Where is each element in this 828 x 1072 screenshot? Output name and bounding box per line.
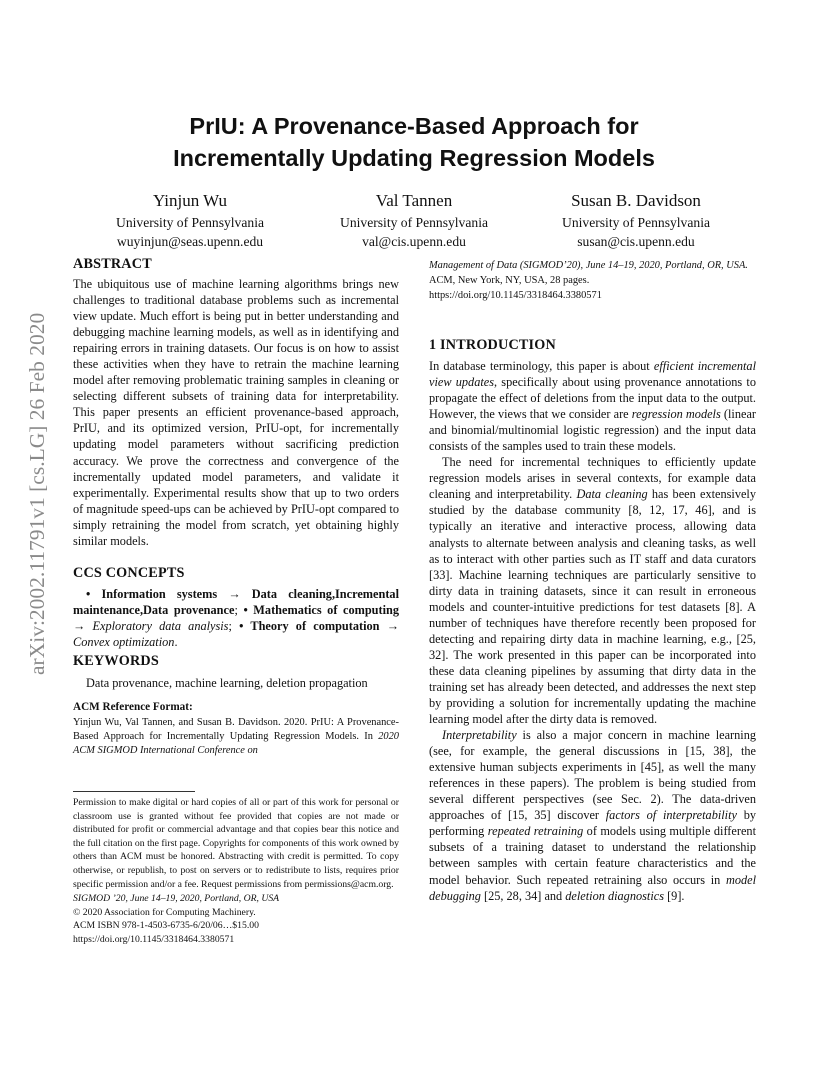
- abstract-text: The ubiquitous use of machine learning algorithms brings new challenges to traditional database problems such as incremental view update. Much effort is being put in better understanding and debugging machine learning models, as well as in identifying and repairing errors in training datasets. Our focus is on how to assist these activities when they have to retrain the machine learning model after removing problematic training samples in cleaning or selecting different subsets of training data for interpretability. This paper presents an efficient provenance-based approach, PrIU, and its optimized version, PrIU-opt, for incrementally updating model parameters without sacrificing prediction accuracy. We prove the correctness and convergence of the incrementally updated model parameters, and validate it experimentally. Experimental results show that up to two orders of magnitude speed-ups can be achieved by PrIU-opt compared to simply retraining the model from scratch, yet obtaining highly similar models.: [73, 277, 399, 548]
- ccs-item: • Information systems → Data cleaning,Incremental maintenance,Data provenance: [73, 586, 399, 617]
- arxiv-stamp: [22, 285, 52, 675]
- author-email: wuyinjun@seas.upenn.edu: [116, 234, 264, 249]
- emphasis: repeated retraining: [487, 824, 584, 839]
- left-column: [73, 255, 399, 758]
- author-email: susan@cis.upenn.edu: [577, 234, 695, 249]
- text-run: The need for incremental techniques to efficiently update regression models arises in several contexts, for example data cleaning and interpretability.: [429, 455, 756, 502]
- intro-paragraph-3: [429, 727, 756, 904]
- arxiv-id: arXiv:2002.11791v1 [cs.LG] 26 Feb 2020: [25, 312, 49, 675]
- footnote-rule: [73, 791, 195, 792]
- author-email: val@cis.upenn.edu: [362, 234, 466, 249]
- ccs-item: • Mathematics of computing →: [73, 602, 400, 633]
- ccs-item: Convex optimization: [73, 634, 175, 649]
- author-name: Yinjun Wu: [152, 191, 228, 210]
- text-run: [9].: [664, 888, 685, 903]
- keywords-heading: KEYWORDS: [73, 652, 159, 669]
- text-run: has been extensively studied by the database community [8, 12, 17, 46], and is typically an iterative and interactive process, allowing data analysts to alternate between analysis and cleaning tasks, as well as to interact with other parties such as IT staff and data curators [33]. Machine learning techniques are particularly sensitive to dirty data in training datasets, since it can result in erroneous models and counter-intuitive predictions for test datasets [8]. A number of techniques have therefore recently been proposed for detecting and repairing dirty data in machine learning, e.g., [25, 32]. The work presented in this paper can be incorporated into these data cleaning pipelines by assuming that dirty data in the training set has already been detected, and addresses the next step by providing a solution for incrementally updating the machine learning model after the dirty data is removed.: [429, 487, 756, 727]
- venue-line: SIGMOD ’20, June 14–19, 2020, Portland, OR, USA: [73, 893, 280, 905]
- text-run: , specifically about using provenance annotations to propagate the effect of deletions from the input data to the output. However, the views that we consider are: [429, 375, 756, 422]
- text-run: In database terminology, this paper is about: [429, 359, 654, 373]
- author-affiliation: University of Pennsylvania: [116, 215, 264, 230]
- author-block-2: [324, 190, 504, 251]
- acm-ref-venue: 2020 ACM SIGMOD International Conference on: [73, 731, 399, 757]
- right-column: [429, 336, 756, 904]
- abstract-heading: ABSTRACT: [73, 256, 152, 272]
- text-run: by performing: [429, 808, 757, 839]
- text-run: [25, 28, 34] and: [480, 888, 566, 903]
- author-name: Val Tannen: [375, 191, 453, 210]
- text-run: is also a major concern in machine learning (see, for example, the general discussions in [15, 38], the extensive human subjects experiments in [45], as well the many references in these papers). The problem is being studied from several different perspectives (see Sec. 2). The data-driven approaches of [15, 35] discover: [429, 728, 756, 823]
- intro-paragraph-2: [429, 454, 756, 727]
- ccs-item: • Theory of computation →: [239, 618, 399, 633]
- author-block-1: [100, 190, 280, 251]
- emphasis: model debugging: [429, 872, 756, 903]
- ccs-separator: ;: [234, 602, 244, 617]
- text-run: (linear and binomial/multinomial logistic regression) and the input data consists of the samples used to train these models.: [429, 407, 756, 454]
- author-block-3: [545, 190, 727, 251]
- acm-ref-continuation: [429, 258, 756, 303]
- ccs-end: .: [174, 634, 178, 649]
- ccs-separator: ;: [228, 618, 240, 633]
- emphasis: efficient incremental view updates: [429, 359, 756, 390]
- doi-line: https://doi.org/10.1145/3318464.3380571: [73, 933, 235, 945]
- title-line-2: Incrementally Updating Regression Models: [173, 145, 655, 171]
- author-name: Susan B. Davidson: [571, 191, 701, 210]
- acm-ref-heading: ACM Reference Format:: [73, 701, 193, 714]
- text-run: of models using multiple different subsets of a training dataset to understand the relationship between samples with certain feature characteristics and the model behavior. Such repeated retraining also occurs in: [429, 824, 756, 887]
- emphasis: Data cleaning: [576, 487, 648, 502]
- permission-text: Permission to make digital or hard copies of all or part of this work for personal or classroom use is granted without fee provided that copies are not made or distributed for profit or commercial advantage and that copies bear this notice and the full citation on the first page. Copyrights for components of this work owned by others than ACM must be honored. Abstracting with credit is permitted. To copy otherwise, or republish, to post on servers or to redistribute to lists, requires prior specific permission and/or a fee. Request permissions from permissions@acm.org.: [73, 797, 399, 890]
- ccs-heading: CCS CONCEPTS: [73, 564, 185, 581]
- acm-ref-venue-cont: Management of Data (SIGMOD’20), June 14–19, 2020, Portland, OR, USA.: [429, 260, 748, 271]
- acm-ref-body: Yinjun Wu, Val Tannen, and Susan B. Davidson. 2020. PrIU: A Provenance-Based Approach for Incrementally Updating Regression Models. In: [73, 717, 399, 743]
- isbn-line: ACM ISBN 978-1-4503-6735-6/20/06…$15.00: [73, 920, 259, 932]
- emphasis: factors of interpretability: [605, 808, 737, 823]
- copyright-line: © 2020 Association for Computing Machinery.: [73, 906, 256, 918]
- acm-ref-publisher: ACM, New York, NY, USA, 28 pages. https://doi.org/10.1145/3318464.3380571: [429, 275, 602, 301]
- paper-title: [0, 110, 828, 174]
- emphasis: regression models: [631, 407, 721, 422]
- intro-heading: 1 INTRODUCTION: [429, 337, 556, 353]
- author-affiliation: University of Pennsylvania: [562, 215, 710, 230]
- ccs-concepts: [73, 586, 399, 650]
- emphasis: deletion diagnostics: [565, 888, 664, 903]
- permission-block: [73, 796, 399, 947]
- acm-ref-text: [73, 716, 399, 758]
- title-line-1: PrIU: A Provenance-Based Approach for: [189, 113, 639, 139]
- intro-paragraph-1: [429, 358, 756, 454]
- ccs-item: Exploratory data analysis: [92, 618, 229, 633]
- keywords-text: Data provenance, machine learning, deletion propagation: [86, 675, 368, 690]
- author-affiliation: University of Pennsylvania: [340, 215, 488, 230]
- emphasis: Interpretability: [442, 728, 517, 743]
